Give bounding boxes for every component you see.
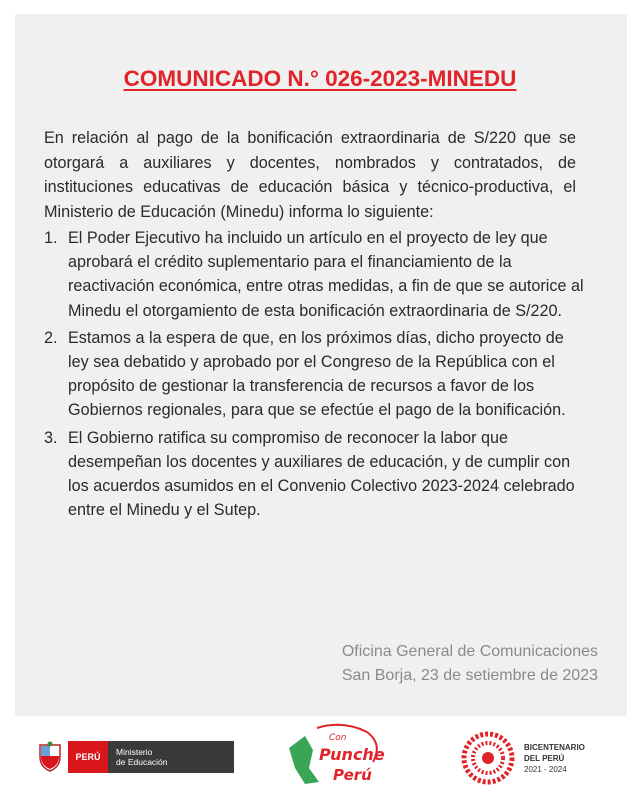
item-number: 2. [44,328,58,347]
page-title: COMUNICADO N.° 026-2023-MINEDU [123,66,517,91]
list-item [44,226,584,323]
coat-of-arms-icon [36,741,64,773]
svg-text:Perú: Perú [333,766,372,784]
bicentenario-years: 2021 - 2024 [524,764,567,774]
bicentenario-logo [460,730,585,786]
signature-block [342,640,598,688]
ministry-label [108,741,234,773]
intro-paragraph: En relación al pago de la bonificación extraordinaria de S/220 que se otorgará a auxiliares y docentes, nombrados y contratados, de instituciones educativas de educación básica y técnico-productiva, el Ministerio de Educación (Minedu) informa lo siguiente: [44,129,576,221]
list-item [44,326,584,423]
ministry-line1: Ministerio [116,747,153,757]
minedu-logo [36,741,234,773]
svg-text:Punche: Punche [319,745,385,764]
points-list [44,226,584,525]
signature-place-date: San Borja, 23 de setiembre de 2023 [341,667,598,684]
bicentenario-line1: BICENTENARIO [524,742,585,752]
item-text: El Gobierno ratifica su compromiso de reconocer la labor que desempeñan los docentes y auxiliares de educación, y de cumplir con los acuerdos asumidos en el Convenio Colectivo 2023-2024 celebrado entre el Minedu y el Sutep. [68,428,575,520]
list-item [44,426,584,523]
bicentenario-emblem-icon [460,730,516,786]
con-punche-peru-logo [283,722,393,790]
svg-text:Con: Con [329,733,347,743]
item-number: 1. [44,229,58,247]
item-text: El Poder Ejecutivo ha incluido un artículo en el proyecto de ley que aprobará el crédito suplementario para el financiamiento de la reactivación económica, entre otras medidas, a fin de que se autorice al Minedu el otorgamiento de esta bonificación extraordinaria de S/220. [68,229,584,320]
peru-label: PERÚ [68,741,108,773]
ministry-line2: de Educación [116,757,168,767]
bicentenario-line2: DEL PERÚ [524,753,565,763]
signature-office: Oficina General de Comunicaciones [341,643,598,660]
item-number: 3. [44,428,58,447]
footer-logos [0,716,640,797]
bicentenario-text [524,742,585,775]
item-text: Estamos a la espera de que, en los próximos días, dicho proyecto de ley sea debatido y aprobado por el Congreso de la República con el propósito de gestionar la transferencia de recursos a favor de los Gobiernos regionales, para que se efectúe el pago de la bonificación. [68,328,566,420]
